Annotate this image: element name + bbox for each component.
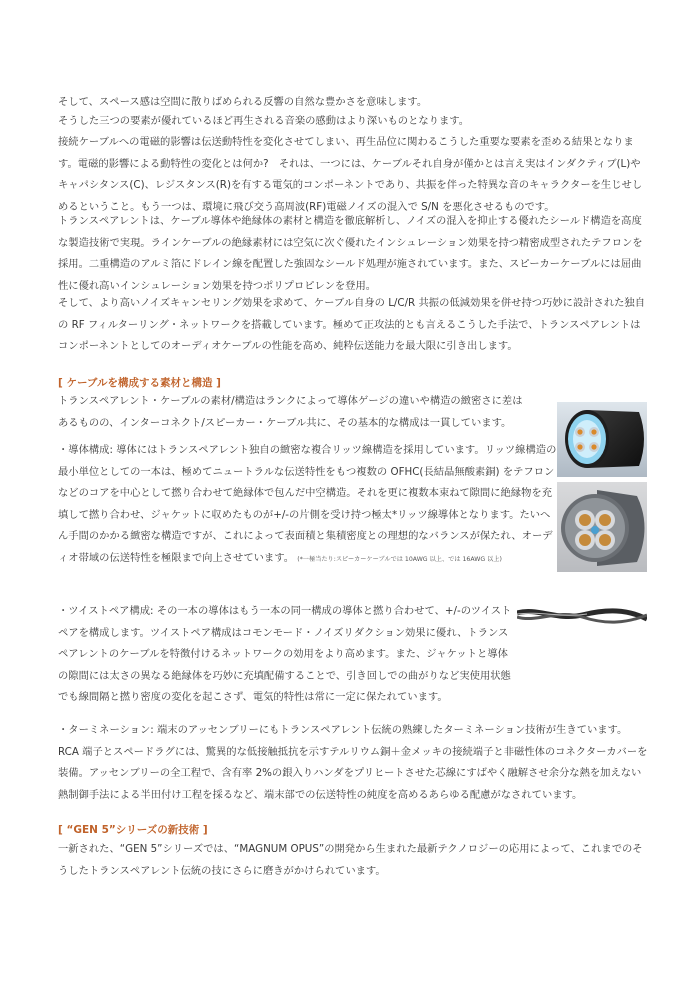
twisted-pair-paragraph-wrap — [58, 601, 513, 709]
conductor-paragraph — [58, 440, 558, 571]
intro-paragraph-4: トランスペアレントは、ケーブル導体や絶縁体の素材と構造を徹底解析し、ノイズの混入を抑止する優れたシールド構造を高度な製造技術で実現。ラインケーブルの絶縁素材には空気に次ぐ優れたインシュレーション効果を持つ精密成型されたテフロンを採用。二重構造のアルミ箔にドレイン線を配置した強固なシールド処理が施されています。また、スピーカーケーブルには屈曲性に優れ高いインシュレーション効果を持つポリプロピレンを登用。 — [58, 215, 643, 292]
line-cable-cross-section-image — [557, 402, 647, 477]
intro-paragraph-1: そして、スペース感は空間に散りばめられる反響の自然な豊かさを意味します。 — [58, 96, 428, 108]
gen5-paragraph: 一新された、“GEN 5”シリーズでは、“MAGNUM OPUS”の開発から生まれた最新テクノロジーの応用によって、これまでのそうしたトランスペアレント伝統の技にさらに磨きがかけられています。 — [58, 843, 643, 877]
intro-paragraph-5: そして、より高いノイズキャンセリング効果を求めて、ケーブル自身の L/C/R 共振の低減効果を併せ持つ巧妙に設計された独自の RF フィルターリング・ネットワークを搭載しています。極めて正攻法的とも言えるこうした手法で、トランスペアレントはコンポーネントとしてのオーディオケーブルの性能を高め、純粋伝送能力を最大限に引き出します。 — [58, 297, 646, 353]
intro-paragraph-3: 接続ケーブルへの電磁的影響は伝送動特性を変化させてしまい、再生品位に関わるこうした重要な要素を歪める結果となります。電磁的影響による動特性の変化とは何か? それは、一つには、ケーブルそれ自身が僅かとは言え実はインダクティブ(L)やキャパシタンス(C)、レジスタンス(R)を有する電気的コンポーネントであり、共振を伴った特異な音のキャラクターを生じせしめるということ。もう一つは、環境に飛び交う高周波(RF)電磁ノイズの混入で S/N を悪化させるものです。 — [58, 136, 643, 213]
twisted-pair-cable-image — [517, 603, 647, 629]
twisted-pair-paragraph: ・ツイストペア構成: その一本の導体はもう一本の同一構成の導体と撚り合わせて、+/-のツイストペアを構成します。ツイストペア構成はコモンモード・ノイズリダクション効果に優れ、トランスペアレントのケーブルを特徴付けるネットワークの効用をより高めます。また、ジャケットと導体の隙間には太さの異なる絶縁体を巧妙に充填配備することで、引き回しでの曲がりなど実使用状態でも線間隔と撚り密度の変化を起こさず、電気的特性は常に一定に保たれています。 — [58, 605, 512, 704]
intro-paragraph-2: そうした三つの要素が優れているほど再生される音楽の感動はより深いものとなります。 — [58, 115, 470, 127]
section-heading-materials: [ ケーブルを構成する素材と構造 ] — [58, 377, 221, 389]
speaker-cable-cross-section-image — [557, 482, 647, 572]
termination-paragraph: ・ターミネーション: 端末のアッセンブリーにもトランスペアレント伝統の熟練したターミネーション技術が生きています。RCA 端子とスペードラグには、驚異的な低接触抵抗を示すテルリウム銅＋金メッキの接続端子と非磁性体のコネクターカバーを装備。アッセンブリーの全工程で、含有率 2%の銀入りハンダをプリヒートさせた芯線にすばやく融解させ余分な熱を加えない熱制御手法による半田付け工程を採るなど、端末部での伝送特性の純度を高めるあらゆる配慮がなされています。 — [58, 724, 648, 801]
conductor-text: ・導体構成: 導体にはトランスペアレント独自の緻密な複合リッツ線構造を採用しています。リッツ線構造の最小単位としての一本は、極めてニュートラルな伝送特性をもつ複数の OFHC(長結晶無酸素銅) をテフロンなどのコアを中心として撚り合わせて絶縁体で包んだ中空構造。それを更に複数本束ねて隙間に絶縁物を充填して撚り合わせ、ジャケットに収めたものが+/-の片側を受け持つ極太*リッツ線導体となります。たいへん手間のかかる緻密な構造ですが、これによって表面積と集積密度との理想的なバランスが保たれ、オーディオ帯域の伝送特性を極限まで向上させています。 — [58, 444, 557, 564]
materials-intro: トランスペアレント・ケーブルの素材/構造はランクによって導体ゲージの違いや構造の緻密さに差はあるものの、インターコネクト/スピーカー・ケーブル共に、その基本的な構成は一貫しています。 — [58, 395, 523, 429]
section-heading-gen5: [ “GEN 5”シリーズの新技術 ] — [58, 824, 208, 836]
conductor-footnote: (*一極当たり:スピーカーケーブルでは 10AWG 以上、では 16AWG 以上) — [297, 555, 502, 563]
